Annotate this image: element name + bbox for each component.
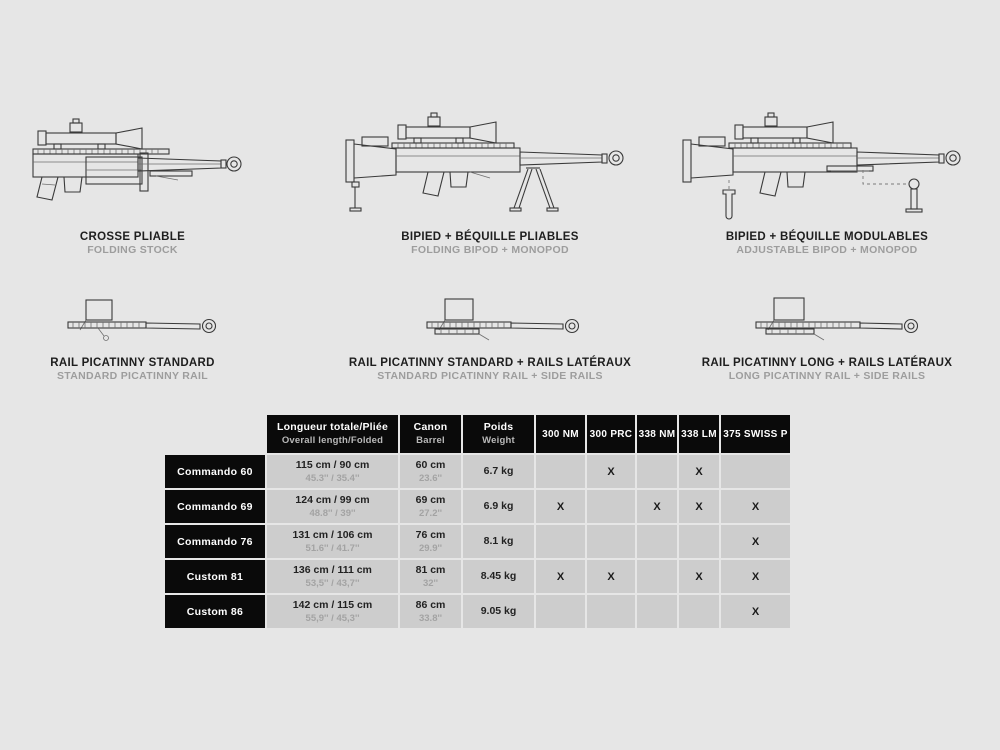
caliber-mark [637,595,677,628]
figure-standard-rail [30,296,235,384]
length-cell [267,490,398,523]
caliber-mark [536,455,585,488]
length-cm: 124 cm / 99 cm [295,493,370,506]
barrel-in: 27.2'' [418,507,442,519]
standard-picatinny-rail-icon [40,296,225,348]
caliber-mark: X [536,560,585,593]
caliber-mark [536,595,585,628]
figure-rifle-adjustable-bipod [672,108,982,258]
caliber-mark [587,595,635,628]
header-caliber-300prc: 300 PRC [587,415,635,453]
caliber-mark: X [637,490,677,523]
barrel-cell [400,525,461,558]
caliber-mark [679,595,719,628]
model-label: Custom 86 [165,595,265,628]
length-cm: 131 cm / 106 cm [292,528,373,541]
header-caliber-375swissp: 375 SWISS P [721,415,790,453]
caliber-mark: X [721,490,790,523]
barrel-cell [400,490,461,523]
model-label: Custom 81 [165,560,265,593]
header-overall-length [267,415,398,453]
header-en: Overall length/Folded [281,434,384,446]
caliber-mark: X [679,455,719,488]
length-in: 45.3'' / 35.4'' [305,472,360,484]
rifle-folding-stock-icon [18,112,248,220]
barrel-in: 29.9'' [418,542,442,554]
length-in: 51.6'' / 41.7'' [305,542,360,554]
header-caliber-338lm: 338 LM [679,415,719,453]
barrel-cell [400,455,461,488]
header-en: Barrel [416,434,445,446]
figure-rifle-folding-bipod [335,108,645,258]
length-in: 55,9'' / 45,3'' [305,612,360,624]
header-barrel [400,415,461,453]
caliber-mark [536,525,585,558]
long-picatinny-side-rails-icon [730,296,925,348]
table-row-commando-60 [165,455,790,488]
length-cell [267,560,398,593]
table-row-commando-69 [165,490,790,523]
length-cell [267,455,398,488]
caliber-mark [637,525,677,558]
rifle-caption-fr: BIPIED + BÉQUILLE MODULABLES [725,231,929,243]
header-en: Weight [482,434,515,446]
barrel-cm: 81 cm [415,563,446,576]
rail-caption-en: STANDARD PICATINNY RAIL [57,370,208,383]
rifle-caption-en: FOLDING STOCK [87,244,178,257]
barrel-cm: 69 cm [415,493,446,506]
barrel-cm: 76 cm [415,528,446,541]
rifle-caption-fr: BIPIED + BÉQUILLE PLIABLES [401,231,579,243]
header-fr: Canon [413,421,448,434]
length-cm: 142 cm / 115 cm [292,598,373,611]
length-cm: 115 cm / 90 cm [295,458,370,471]
rail-caption-en: STANDARD PICATINNY RAIL + SIDE RAILS [377,370,603,383]
rail-caption-fr: RAIL PICATINNY STANDARD [50,357,215,369]
header-fr: Poids [483,421,514,434]
weight-cell: 9.05 kg [463,595,534,628]
barrel-cm: 86 cm [415,598,446,611]
model-label: Commando 69 [165,490,265,523]
rail-caption-en: LONG PICATINNY RAIL + SIDE RAILS [728,370,926,383]
caliber-mark [637,455,677,488]
model-label: Commando 60 [165,455,265,488]
caliber-mark: X [679,560,719,593]
caliber-mark: X [587,560,635,593]
caliber-mark [637,560,677,593]
figure-rifle-folding-stock [10,112,255,258]
figure-long-rail-side [672,296,982,384]
weight-cell: 6.7 kg [463,455,534,488]
model-label: Commando 76 [165,525,265,558]
barrel-in: 32'' [422,577,439,589]
caliber-mark [721,455,790,488]
barrel-in: 33.8'' [418,612,442,624]
weight-cell: 6.9 kg [463,490,534,523]
barrel-cell [400,595,461,628]
header-weight [463,415,534,453]
barrel-in: 23.6'' [418,472,442,484]
length-cell [267,525,398,558]
weight-cell: 8.1 kg [463,525,534,558]
table-row-commando-76 [165,525,790,558]
rifle-adjustable-bipod-monopod-icon [677,108,977,220]
caliber-mark: X [536,490,585,523]
barrel-cm: 60 cm [415,458,446,471]
table-header-row [165,415,790,453]
caliber-mark [679,525,719,558]
weight-cell: 8.45 kg [463,560,534,593]
caliber-mark: X [721,595,790,628]
rail-caption-fr: RAIL PICATINNY LONG + RAILS LATÉRAUX [701,357,953,369]
length-cell [267,595,398,628]
length-in: 48.8'' / 39'' [309,507,356,519]
caliber-mark: X [679,490,719,523]
rail-caption-fr: RAIL PICATINNY STANDARD + RAILS LATÉRAUX [348,357,632,369]
table-body [165,455,790,628]
length-in: 53,5'' / 43,7'' [305,577,360,589]
figure-standard-rail-side [335,296,645,384]
rifle-folding-bipod-monopod-icon [340,108,640,220]
rifle-caption-fr: CROSSE PLIABLE [79,231,186,243]
rifle-caption-en: ADJUSTABLE BIPOD + MONOPOD [736,244,918,257]
header-caliber-300nm: 300 NM [536,415,585,453]
caliber-mark [587,525,635,558]
header-fr: Longueur totale/Pliée [277,421,388,434]
table-row-custom-86 [165,595,790,628]
length-cm: 136 cm / 111 cm [293,563,372,576]
table-corner-cell [165,415,265,453]
barrel-cell [400,560,461,593]
caliber-mark: X [721,525,790,558]
header-caliber-338nm: 338 NM [637,415,677,453]
table-row-custom-81 [165,560,790,593]
spec-table [165,415,790,630]
caliber-mark: X [721,560,790,593]
standard-picatinny-side-rails-icon [393,296,588,348]
caliber-mark: X [587,455,635,488]
rifle-caption-en: FOLDING BIPOD + MONOPOD [411,244,569,257]
caliber-mark [587,490,635,523]
